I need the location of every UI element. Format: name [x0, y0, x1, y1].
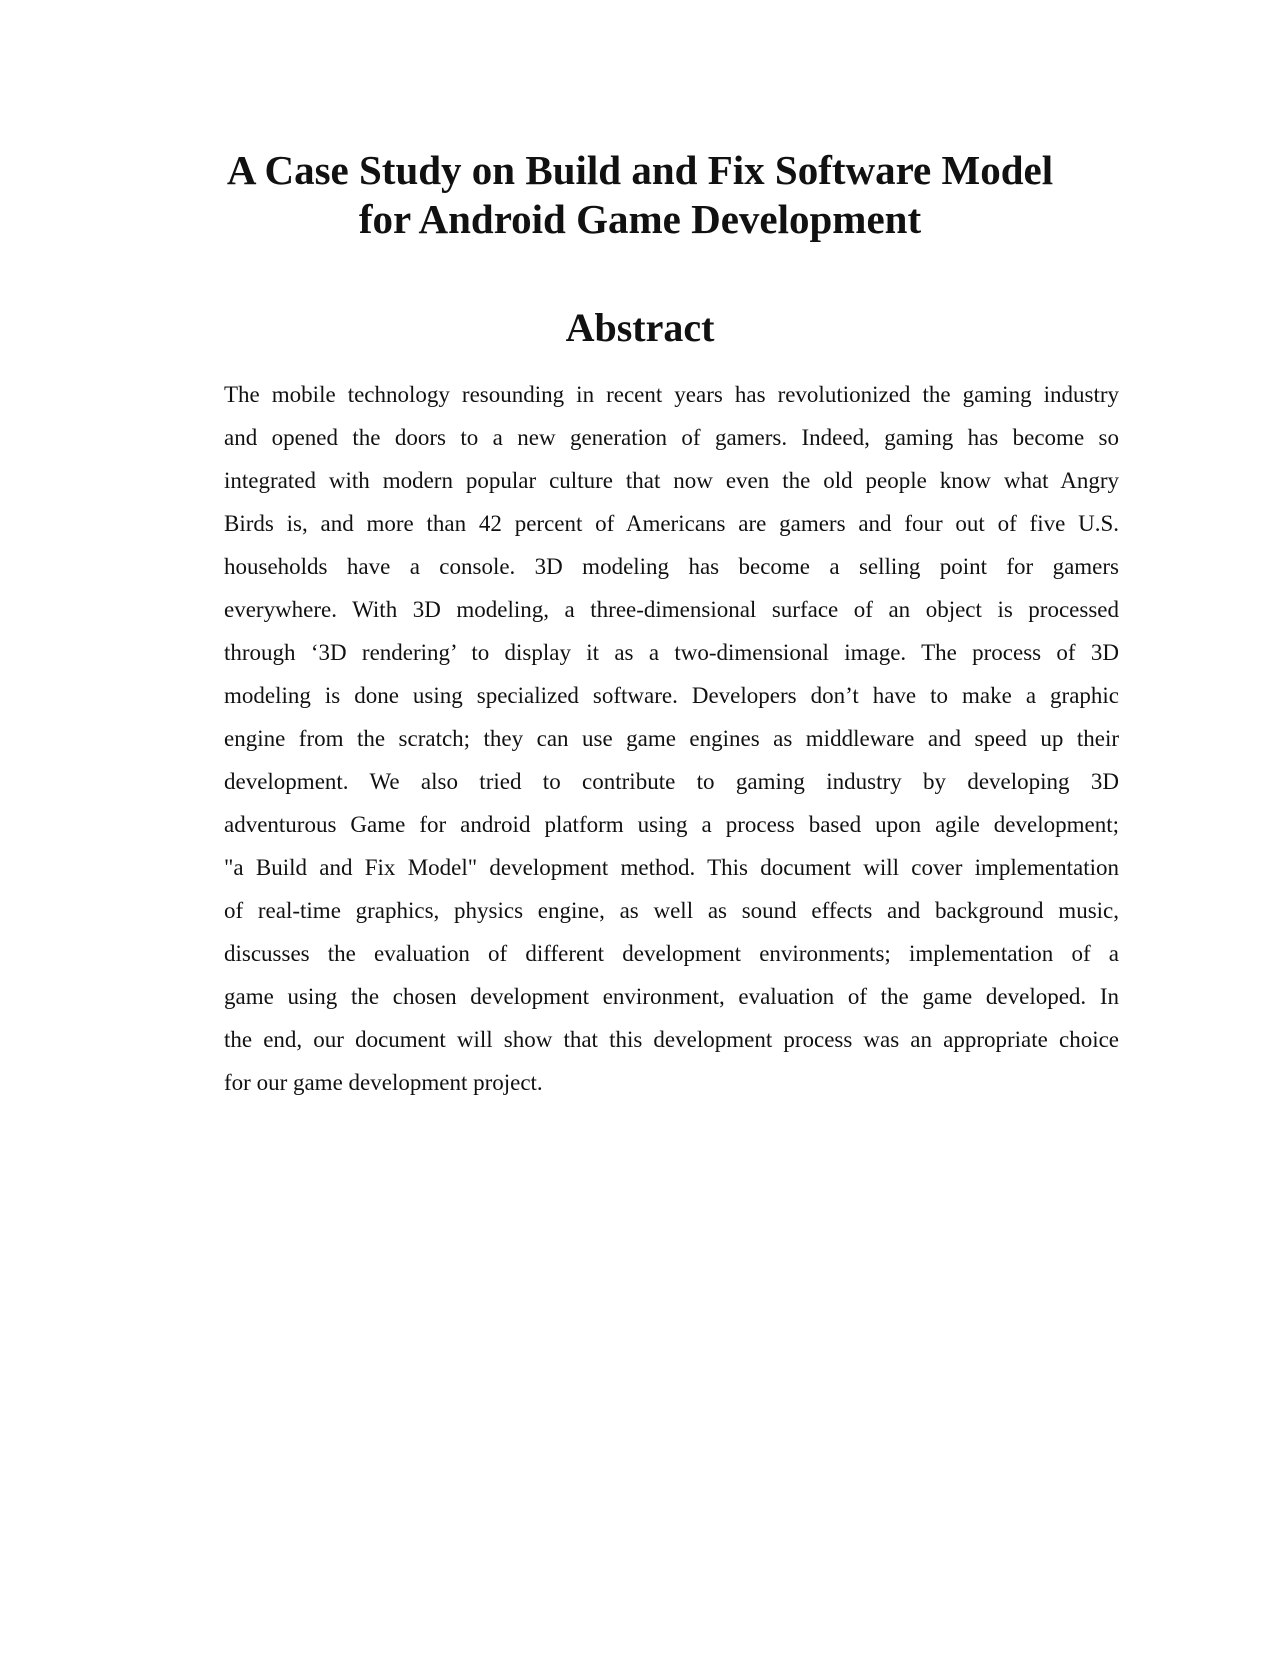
abstract-heading: Abstract [565, 305, 715, 350]
abstract-line: integrated with modern popular culture that now even the old people know what Angry [224, 468, 1119, 493]
abstract-paragraph [224, 373, 1119, 1104]
paper-title-line-1: A Case Study on Build and Fix Software Model [226, 147, 1054, 193]
abstract-line: modeling is done using specialized software. Developers don’t have to make a graphic [224, 683, 1119, 708]
abstract-line: The mobile technology resounding in recent years has revolutionized the gaming industry [224, 382, 1119, 407]
abstract-line: of real-time graphics, physics engine, as well as sound effects and background music, [224, 898, 1119, 923]
paper-title [200, 146, 1080, 244]
abstract-line: everywhere. With 3D modeling, a three-dimensional surface of an object is processed [224, 597, 1119, 622]
abstract-line: development. We also tried to contribute to gaming industry by developing 3D [224, 769, 1119, 794]
abstract-line: game using the chosen development environment, evaluation of the game developed. In [224, 984, 1119, 1009]
paper-title-line-2: for Android Game Development [358, 196, 922, 242]
abstract-line: Birds is, and more than 42 percent of Americans are gamers and four out of five U.S. [224, 511, 1119, 536]
abstract-line: the end, our document will show that this development process was an appropriate choice [224, 1027, 1119, 1052]
abstract-line: households have a console. 3D modeling has become a selling point for gamers [224, 554, 1119, 579]
abstract-line: adventurous Game for android platform using a process based upon agile development; [224, 812, 1119, 837]
abstract-line: for our game development project. [224, 1070, 543, 1095]
abstract-line: "a Build and Fix Model" development method. This document will cover implementation [224, 855, 1119, 880]
abstract-line: and opened the doors to a new generation of gamers. Indeed, gaming has become so [224, 425, 1119, 450]
abstract-line: through ‘3D rendering’ to display it as a two-dimensional image. The process of 3D [224, 640, 1119, 665]
abstract-line: engine from the scratch; they can use game engines as middleware and speed up their [224, 726, 1119, 751]
abstract-line: discusses the evaluation of different development environments; implementation of a [224, 941, 1119, 966]
